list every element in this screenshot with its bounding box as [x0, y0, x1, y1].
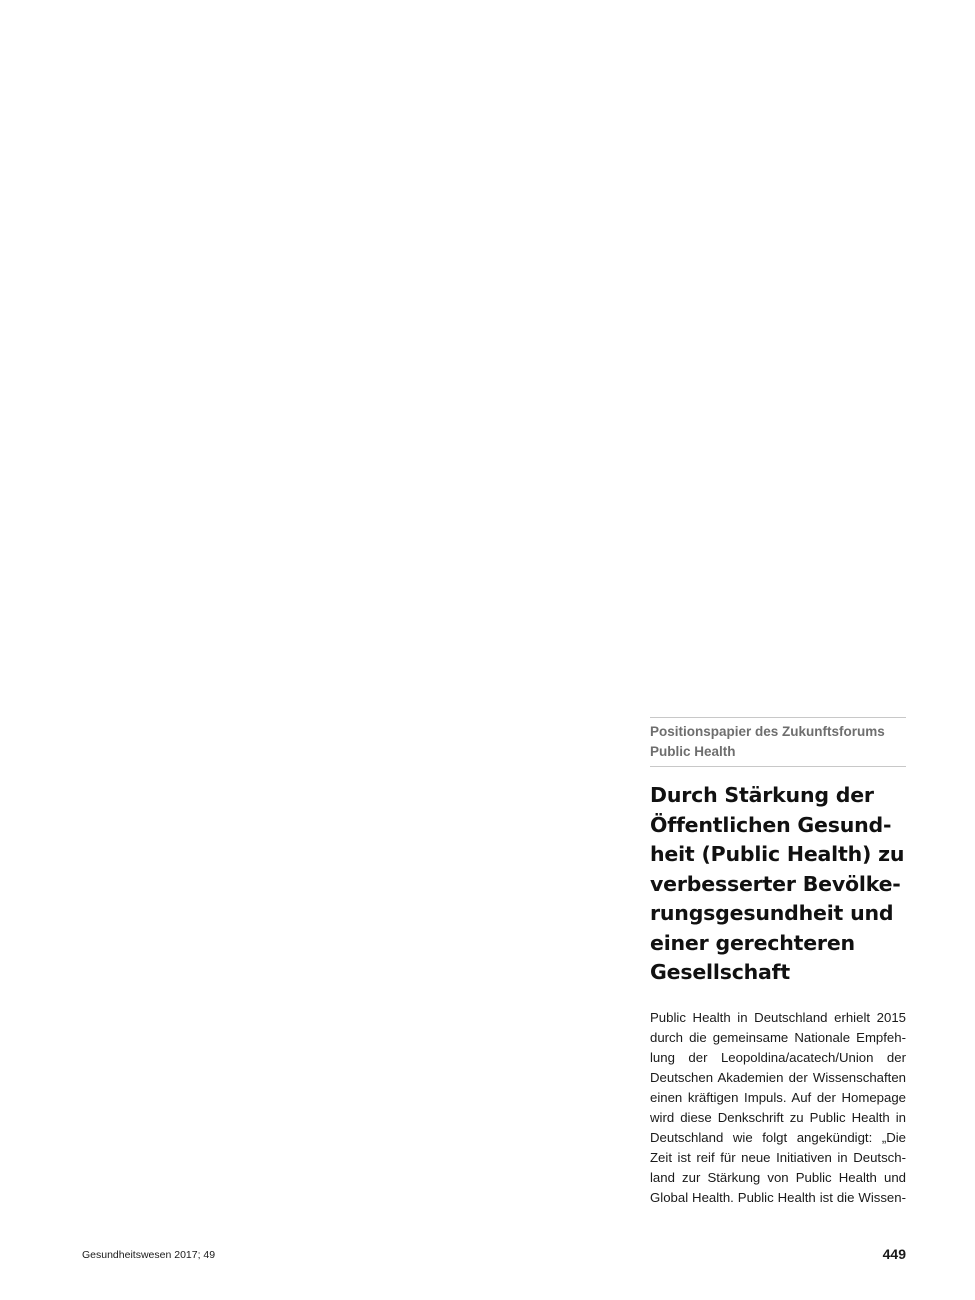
body-line: Deutschland wie folgt angekündigt: „Die — [650, 1129, 906, 1145]
journal-citation: Gesundheitswesen 2017; 49 — [82, 1249, 216, 1261]
body-line: wird diese Denkschrift zu Public Health in — [650, 1109, 906, 1125]
kicker-line: Positionspapier des Zukunftsforums — [650, 724, 885, 739]
article-body — [650, 1008, 906, 1208]
body-line: land zur Stärkung von Public Health und — [650, 1169, 906, 1185]
article-title — [650, 781, 906, 988]
title-line: Durch Stärkung der — [650, 783, 874, 807]
title-line: rungsgesundheit und — [650, 901, 894, 925]
page-number: 449 — [882, 1246, 906, 1262]
body-line: Public Health in Deutschland erhielt 2015 — [650, 1009, 906, 1025]
title-line: heit (Public Health) zu — [650, 842, 905, 866]
body-line: Zeit ist reif für neue Initiativen in Deutsch- — [650, 1149, 906, 1165]
title-line: Gesellschaft — [650, 960, 790, 984]
body-line: Global Health. Public Health ist die Wissen- — [650, 1189, 906, 1205]
title-line: einer gerechteren — [650, 930, 855, 955]
body-line: Deutschen Akademien der Wissenschaften — [650, 1069, 906, 1085]
title-line: verbesserter Bevölke- — [650, 871, 901, 896]
body-line: durch die gemeinsame Nationale Empfeh- — [650, 1029, 906, 1045]
bottom-rule — [650, 766, 906, 767]
article-column — [650, 717, 906, 1208]
section-kicker — [650, 718, 906, 766]
kicker-line: Public Health — [650, 744, 736, 759]
title-line: Öffentlichen Gesund- — [650, 812, 892, 837]
body-line: lung der Leopoldina/acatech/Union der — [650, 1049, 906, 1065]
body-line: einen kräftigen Impuls. Auf der Homepage — [650, 1089, 906, 1105]
